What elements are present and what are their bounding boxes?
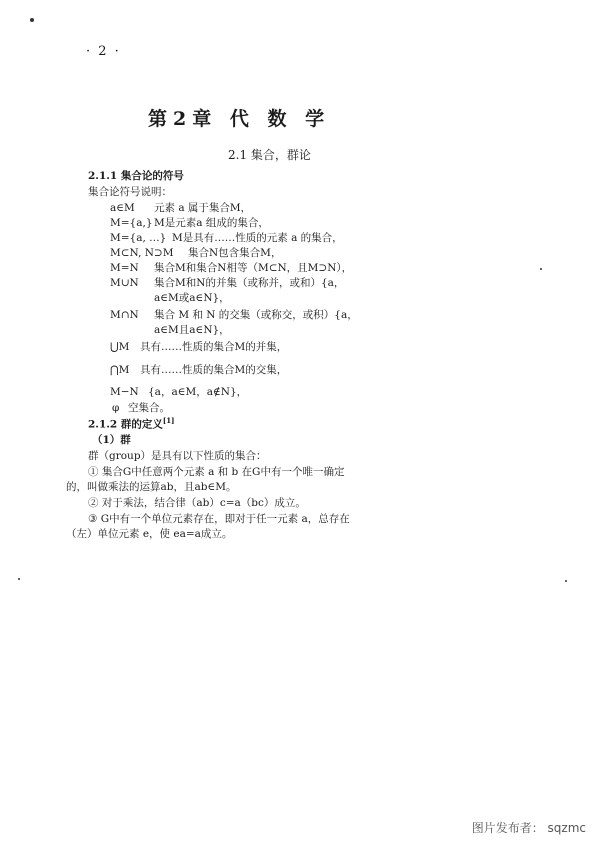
symbol: M∪N bbox=[110, 277, 139, 289]
group-rule-1: ① 集合G中任意两个元素 a 和 b 在G中有一个唯一确定 bbox=[88, 466, 345, 478]
group-rule-3-continuation: （左）单位元素 e，使 ea=a成立。 bbox=[66, 528, 233, 540]
symbol-description: 集合 M 和 N 的交集（或称交，或积）{a， bbox=[154, 309, 358, 321]
scan-speck bbox=[565, 580, 567, 582]
page-number: · 2 · bbox=[86, 44, 121, 59]
reference-mark: [1] bbox=[162, 416, 175, 425]
symbol-row bbox=[110, 215, 269, 230]
intro-line: 集合论符号说明： bbox=[88, 186, 172, 198]
symbol-row bbox=[110, 307, 358, 322]
subsection-title: 2.1.2 群的定义 bbox=[88, 418, 163, 431]
scan-speck bbox=[540, 268, 542, 270]
group-intro: 群（group）是具有以下性质的集合： bbox=[88, 450, 267, 462]
symbol-row bbox=[110, 384, 247, 399]
symbol-description: 具有……性质的集合M的交集， bbox=[140, 364, 288, 376]
group-heading: （1）群 bbox=[92, 434, 131, 446]
section-title: 2.1 集合，群论 bbox=[228, 148, 311, 162]
symbol-row bbox=[110, 245, 281, 260]
symbol: M={a, …} bbox=[110, 232, 167, 244]
symbol: M−N bbox=[110, 386, 139, 398]
symbol-row bbox=[110, 275, 344, 290]
symbol-description: M是元素a 组成的集合， bbox=[154, 217, 269, 229]
symbol: φ bbox=[112, 402, 120, 414]
publisher-credit: 图片发布者： sqzmc bbox=[471, 821, 586, 835]
chapter-title: 第2章 代 数 学 bbox=[148, 108, 331, 130]
symbol: ⋃M bbox=[110, 341, 130, 353]
symbol-row bbox=[110, 230, 343, 245]
symbol-description: 元素 a 属于集合M， bbox=[154, 202, 252, 214]
symbol: M=N bbox=[110, 262, 139, 274]
symbol: M={a,} bbox=[110, 217, 153, 229]
group-rule-3: ③ G中有一个单位元素存在，即对于任一元素 a，总存在 bbox=[88, 513, 350, 525]
symbol: ⋂M bbox=[110, 364, 130, 376]
symbol-description: 空集合。 bbox=[128, 402, 170, 414]
subsection-heading bbox=[88, 416, 174, 432]
symbol-row bbox=[110, 339, 287, 354]
symbol-row bbox=[112, 400, 170, 415]
symbol-description: 集合M和集合N相等（M⊂N，且M⊃N）， bbox=[154, 262, 353, 274]
group-rule-1-continuation: 的，叫做乘法的运算ab，且ab∈M。 bbox=[66, 481, 237, 493]
subsection-heading: 2.1.1 集合论的符号 bbox=[88, 170, 184, 182]
symbol-continuation: a∈M且a∈N}， bbox=[154, 324, 230, 336]
symbol: a∈M bbox=[110, 202, 135, 214]
symbol-description: 具有……性质的集合M的并集， bbox=[140, 341, 288, 353]
group-rule-2: ② 对于乘法，结合律（ab）c=a（bc）成立。 bbox=[88, 497, 306, 509]
symbol-row bbox=[110, 200, 251, 215]
symbol-row bbox=[110, 260, 352, 275]
symbol: M∩N bbox=[110, 309, 139, 321]
scan-speck bbox=[18, 578, 20, 580]
symbol-continuation: a∈M或a∈N}， bbox=[154, 292, 230, 304]
scan-speck bbox=[30, 18, 34, 22]
symbol-description: 集合M和N的并集（或称并，或和）{a， bbox=[154, 277, 345, 289]
symbol: M⊂N, N⊃M bbox=[110, 247, 174, 259]
symbol-row bbox=[110, 362, 287, 377]
symbol-description: {a，a∈M，a∉N}， bbox=[148, 386, 248, 398]
symbol-description: M是具有……性质的元素 a 的集合， bbox=[172, 232, 343, 244]
symbol-description: 集合N包含集合M， bbox=[188, 247, 282, 259]
